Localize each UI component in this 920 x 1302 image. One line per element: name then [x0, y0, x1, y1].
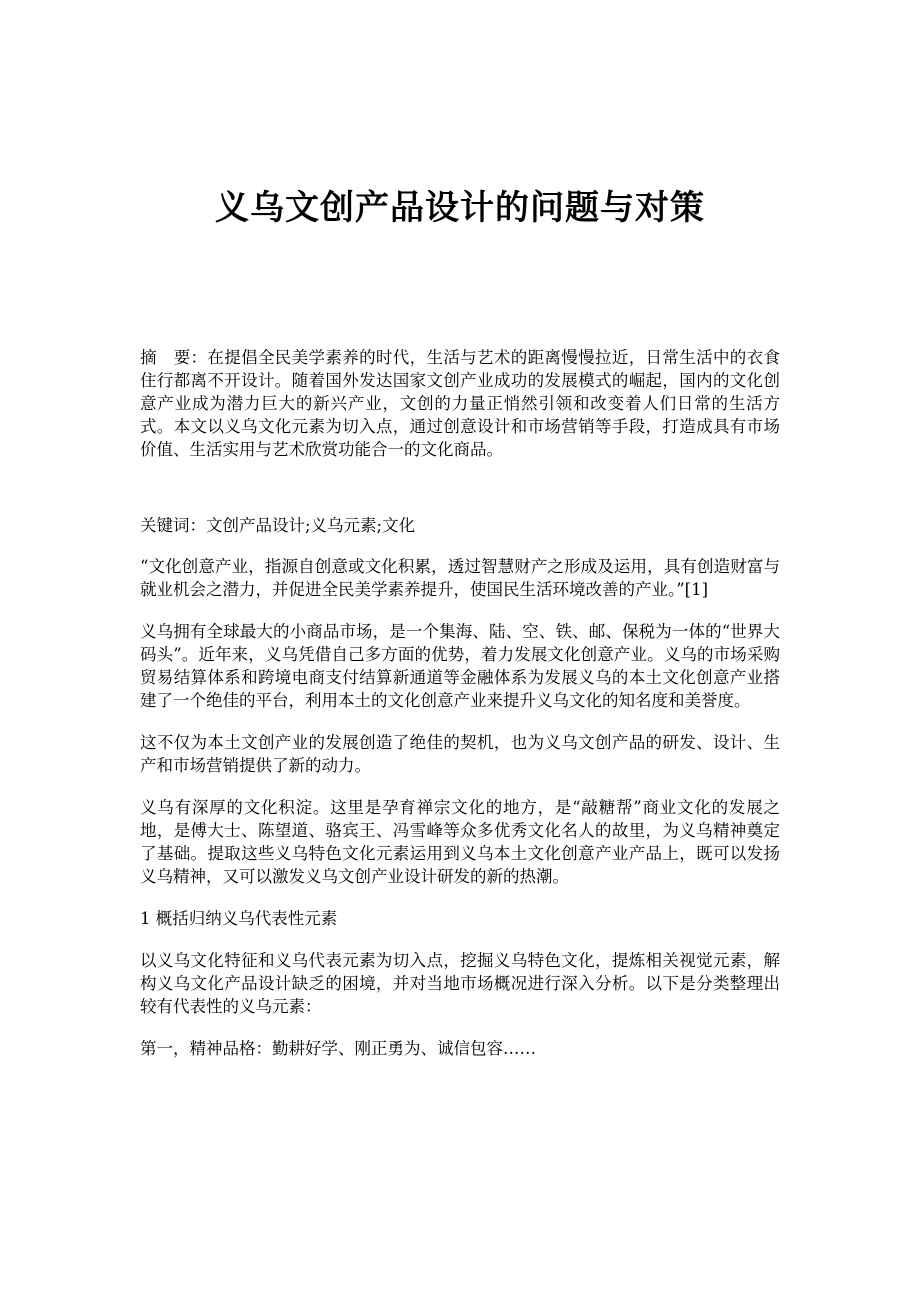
- document-body: [140, 346, 780, 1079]
- body-paragraph: 第一，精神品格：勤耕好学、刚正勇为、诚信包容……: [140, 1039, 536, 1058]
- body-paragraph: 义乌有深厚的文化积淀。这里是孕育禅宗文化的地方，是“敲糖帮”商业文化的发展之地，是傅大士、陈望道、骆宾王、冯雪峰等众多优秀文化名人的故里，为义乌精神奠定了基础。提取这些义乌特色文化元素运用到义乌本土文化创意产业产品上，既可以发扬义乌精神，又可以激发义乌文创产业设计研发的新的热潮。: [140, 798, 780, 886]
- quote-paragraph: “文化创意产业，指源自创意或文化积累，透过智慧财产之形成及运用，具有创造财富与就业机会之潜力，并促进全民美学素养提升，使国民生活环境改善的产业。”[1]: [140, 557, 780, 599]
- body-paragraph: 义乌拥有全球最大的小商品市场，是一个集海、陆、空、铁、邮、保税为一体的“世界大码头”。近年来，义乌凭借自己多方面的优势，着力发展文化创意产业。义乌的市场采购贸易结算体系和跨境电商支付结算新通道等金融体系为发展义乌的本土文化创意产业搭建了一个绝佳的平台，利用本土的文化创意产业来提升义乌文化的知名度和美誉度。: [140, 622, 780, 710]
- keywords-line: 关键词：文创产品设计;义乌元素;文化: [140, 516, 416, 535]
- section-heading: 1 概括归纳义乌代表性元素: [140, 909, 338, 928]
- body-paragraph: 以义乌文化特征和义乌代表元素为切入点，挖掘义乌特色文化，提炼相关视觉元素，解构义乌文化产品设计缺乏的困境，并对当地市场概况进行深入分析。以下是分类整理出较有代表性的义乌元素：: [140, 951, 780, 1016]
- body-paragraph: 这不仅为本土文创产业的发展创造了绝佳的契机，也为义乌文创产品的研发、设计、生产和市场营销提供了新的动力。: [140, 733, 780, 775]
- abstract-paragraph: 摘 要：在提倡全民美学素养的时代，生活与艺术的距离慢慢拉近，日常生活中的衣食住行都离不开设计。随着国外发达国家文创产业成功的发展模式的崛起，国内的文化创意产业成为潜力巨大的新兴产业，文创的力量正悄然引领和改变着人们日常的生活方式。本文以义乌文化元素为切入点，通过创意设计和市场营销等手段，打造成具有市场价值、生活实用与艺术欣赏功能合一的文化商品。: [140, 348, 780, 459]
- document-title: 义乌文创产品设计的问题与对策: [215, 188, 705, 228]
